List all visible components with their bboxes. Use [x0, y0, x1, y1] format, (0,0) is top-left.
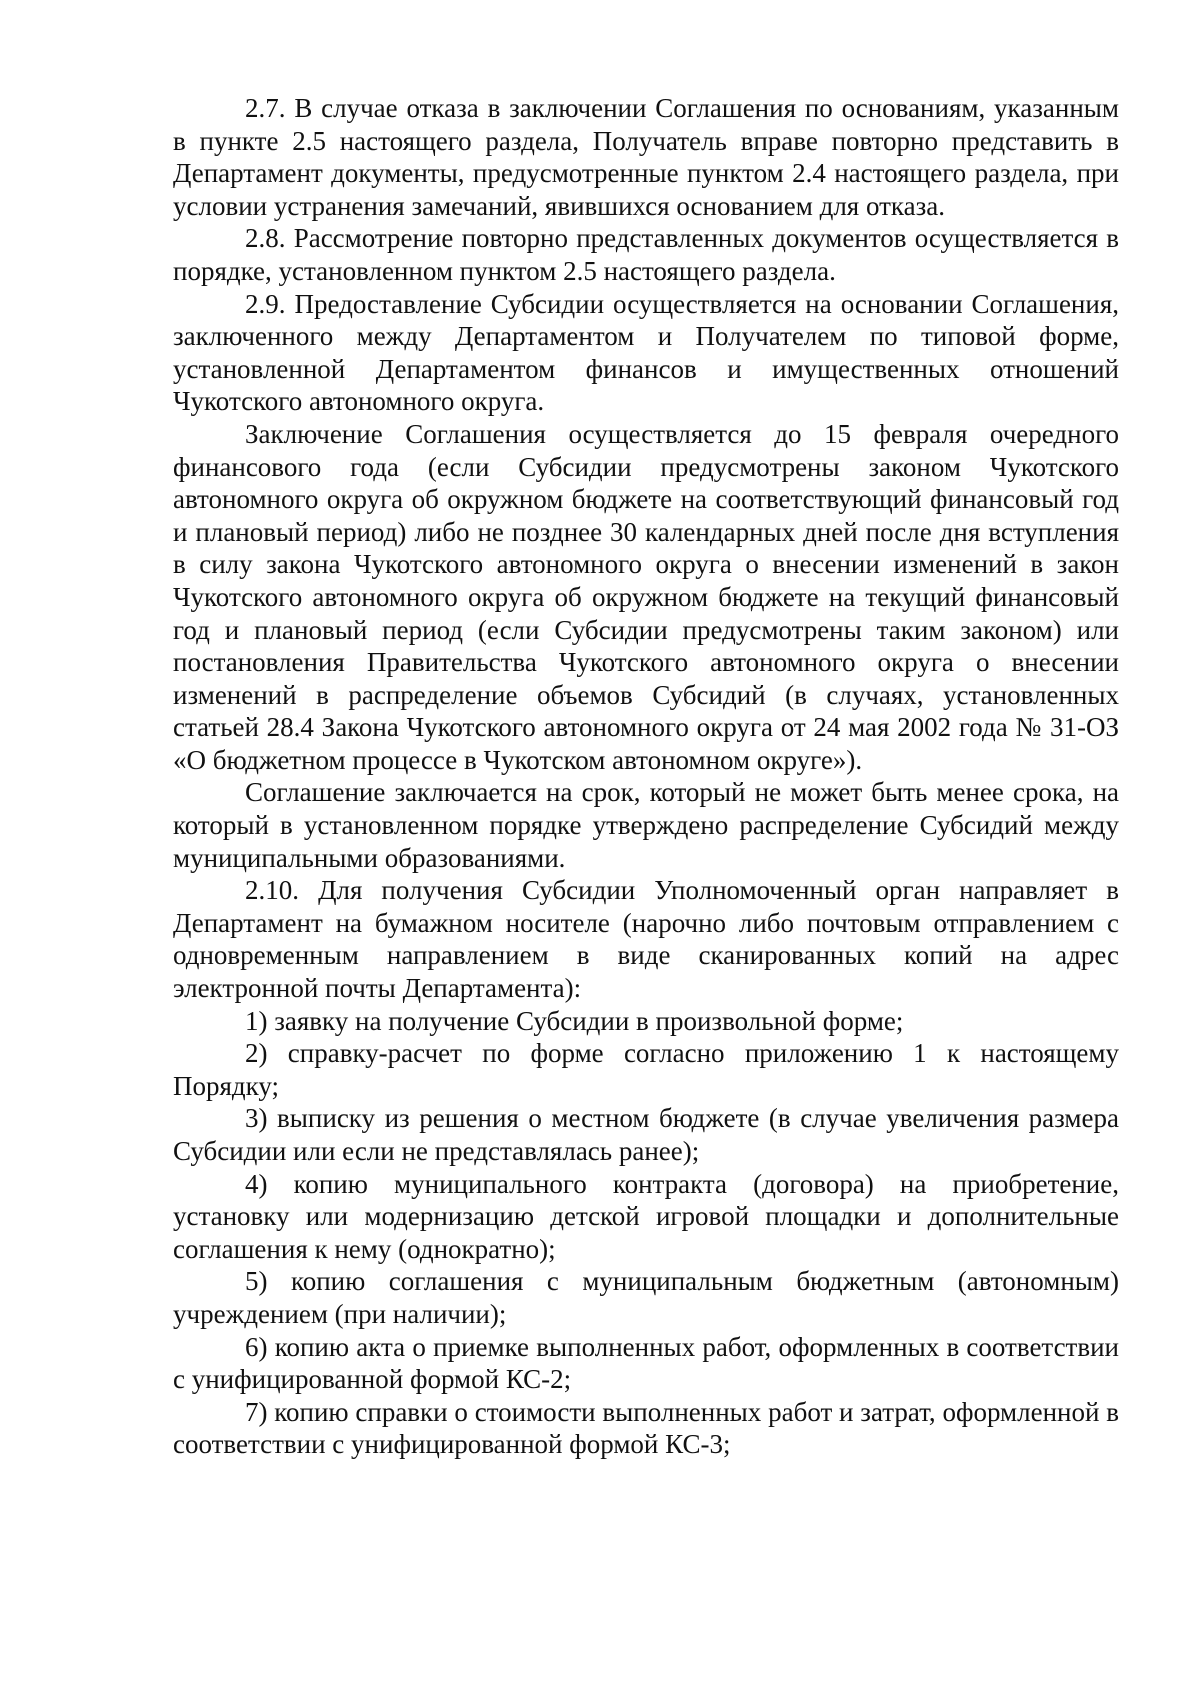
- paragraph-agreement-deadline: Заключение Соглашения осуществляется до 15 февраля очередного финансового года (если Субсидии предусмотрены законом Чукотского автономного округа об окружном бюджете на соответствующий финансовый год и плановый период) либо не позднее 30 календарных дней после дня вступления в силу закона Чукотского автономного округа о внесении изменений в закон Чукотского автономного округа об окружном бюджете на текущий финансовый год и плановый период (если Субсидии предусмотрены таким законом) или постановления Правительства Чукотского автономного округа о внесении изменений в распределение объемов Субсидий (в случаях, установленных статьей 28.4 Закона Чукотского автономного округа от 24 мая 2002 года № 31-ОЗ «О бюджетном процессе в Чукотском автономном округе»).: [173, 418, 1119, 775]
- list-item-1: 1) заявку на получение Субсидии в произвольной форме;: [245, 1005, 904, 1036]
- list-item-5: 5) копию соглашения с муниципальным бюджетным (автономным) учреждением (при наличии);: [173, 1266, 1119, 1329]
- list-item-3: 3) выписку из решения о местном бюджете (в случае увеличения размера Субсидии или если не представлялась ранее);: [173, 1103, 1119, 1166]
- document-body: [173, 92, 1119, 1461]
- list-item-6: 6) копию акта о приемке выполненных работ, оформленных в соответствии с унифицированной формой КС-2;: [173, 1331, 1119, 1395]
- paragraph-2-7: 2.7. В случае отказа в заключении Соглашения по основаниям, указанным в пункте 2.5 настоящего раздела, Получатель вправе повторно представить в Департамент документы, предусмотренные пунктом 2.4 настоящего раздела, при условии устранения замечаний, явившихся основанием для отказа.: [173, 93, 1119, 221]
- paragraph-2-8: 2.8. Рассмотрение повторно представленных документов осуществляется в порядке, установленном пунктом 2.5 настоящего раздела.: [173, 223, 1119, 286]
- list-item-7: 7) копию справки о стоимости выполненных работ и затрат, оформленной в соответствии с унифицированной формой КС-3;: [173, 1396, 1119, 1460]
- paragraph-2-9: 2.9. Предоставление Субсидии осуществляется на основании Соглашения, заключенного между Департаментом и Получателем по типовой форме, установленной Департаментом финансов и имущественных отношений Чукотского автономного округа.: [173, 288, 1119, 417]
- paragraph-2-10: 2.10. Для получения Субсидии Уполномоченный орган направляет в Департамент на бумажном носителе (нарочно либо почтовым отправлением с одновременным направлением в виде сканированных копий на адрес электронной почты Департамента):: [173, 875, 1119, 1004]
- paragraph-agreement-term: Соглашение заключается на срок, который не может быть менее срока, на который в установленном порядке утверждено распределение Субсидий между муниципальными образованиями.: [173, 777, 1119, 873]
- list-item-2: 2) справку-расчет по форме согласно приложению 1 к настоящему Порядку;: [173, 1038, 1119, 1101]
- list-item-4: 4) копию муниципального контракта (договора) на приобретение, установку или модернизацию детской игровой площадки и дополнительные соглашения к нему (однократно);: [173, 1168, 1119, 1264]
